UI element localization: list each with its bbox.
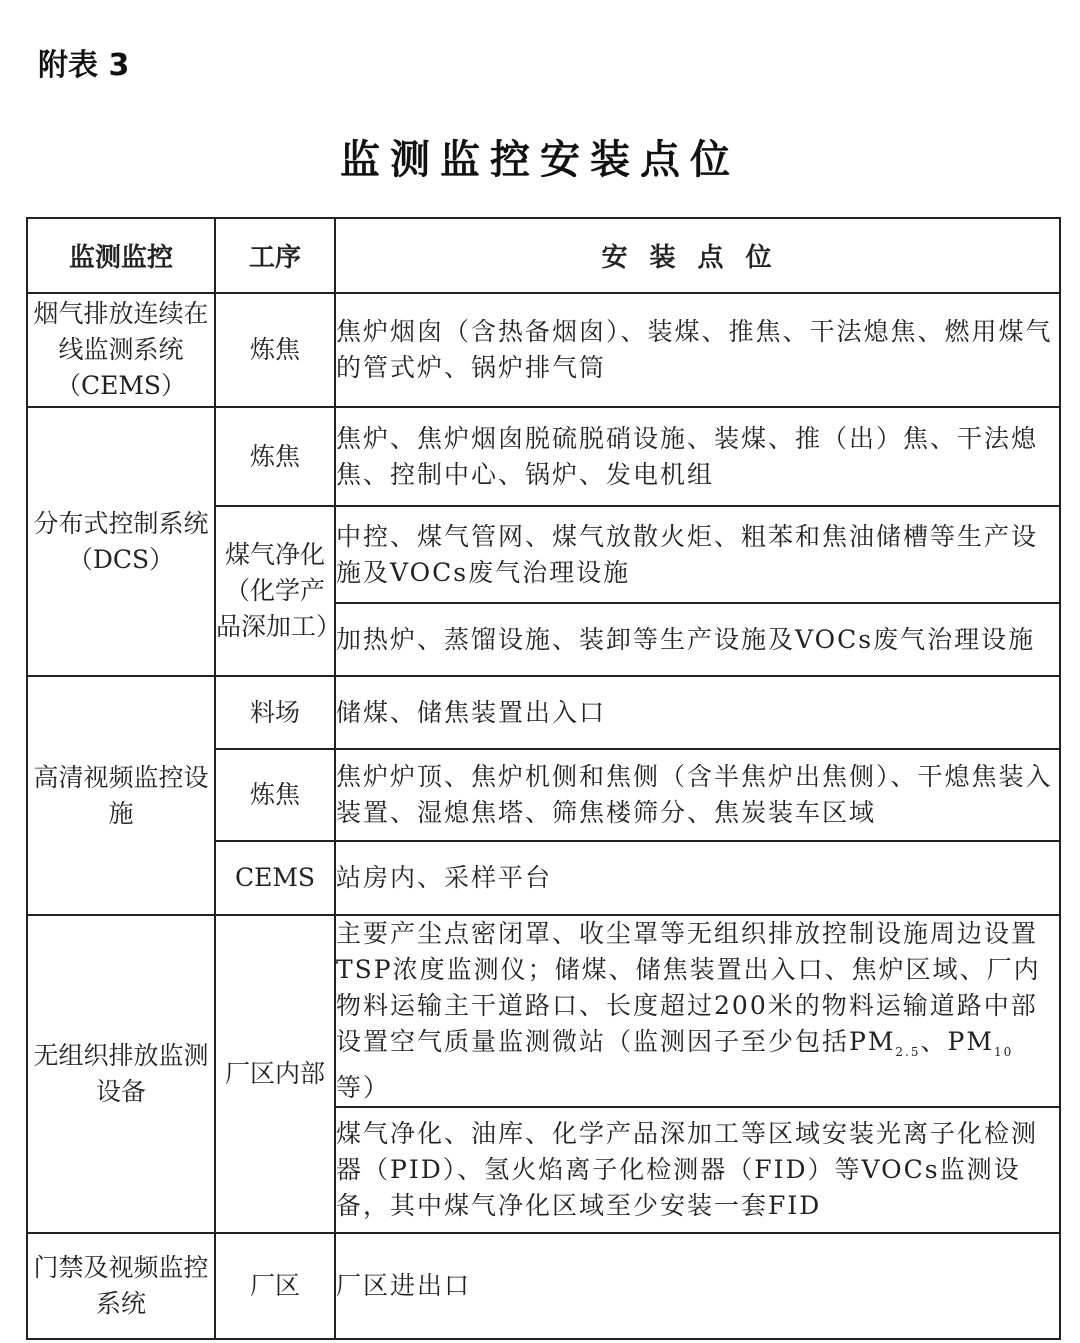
table-row (27, 915, 1060, 1107)
process-cell: CEMS (215, 841, 335, 915)
process-cell: 炼焦 (215, 407, 335, 506)
page-title: 监测监控安装点位 (340, 137, 740, 183)
category-dcs: 分布式控制系统（DCS） (27, 407, 215, 676)
table-row (27, 293, 1060, 407)
annex-label: 附表 3 (38, 48, 130, 83)
process-cell: 炼焦 (215, 293, 335, 407)
location-cell: 加热炉、蒸馏设施、装卸等生产设施及VOCs废气治理设施 (335, 603, 1060, 676)
location-cell: 焦炉炉顶、焦炉机侧和焦侧（含半焦炉出焦侧）、干熄焦装入装置、湿熄焦塔、筛焦楼筛分、焦炭装车区域 (335, 749, 1060, 841)
table-row (27, 407, 1060, 506)
pm25-subscript: 2.5 (895, 1045, 921, 1059)
category-cems: 烟气排放连续在线监测系统（CEMS） (27, 293, 215, 407)
category-fugitive: 无组织排放监测设备 (27, 915, 215, 1233)
header-monitoring: 监测监控 (27, 218, 215, 293)
location-cell (335, 915, 1060, 1107)
process-cell: 炼焦 (215, 749, 335, 841)
process-cell: 厂区 (215, 1233, 335, 1339)
location-cell: 站房内、采样平台 (335, 841, 1060, 915)
category-access: 门禁及视频监控系统 (27, 1233, 215, 1339)
process-cell: 料场 (215, 676, 335, 749)
table-header-row (27, 218, 1060, 293)
location-cell: 焦炉、焦炉烟囱脱硫脱硝设施、装煤、推（出）焦、干法熄焦、控制中心、锅炉、发电机组 (335, 407, 1060, 506)
header-process: 工序 (215, 218, 335, 293)
process-cell: 煤气净化（化学产品深加工） (215, 506, 335, 676)
category-video: 高清视频监控设施 (27, 676, 215, 915)
location-cell: 厂区进出口 (335, 1233, 1060, 1339)
location-cell: 煤气净化、油库、化学产品深加工等区域安装光离子化检测器（PID）、氢火焰离子化检测器（FID）等VOCs监测设备，其中煤气净化区域至少安装一套FID (335, 1107, 1060, 1233)
pm10-subscript: 10 (993, 1045, 1014, 1059)
table-row (27, 676, 1060, 749)
location-cell: 中控、煤气管网、煤气放散火炬、粗苯和焦油储槽等生产设施及VOCs废气治理设施 (335, 506, 1060, 603)
location-cell: 焦炉烟囱（含热备烟囱）、装煤、推焦、干法熄焦、燃用煤气的管式炉、锅炉排气筒 (335, 293, 1060, 407)
table-row (27, 1233, 1060, 1339)
location-text: 主要产尘点密闭罩、收尘罩等无组织排放控制设施周边设置TSP浓度监测仪；储煤、储焦装置出入口、焦炉区域、厂内物料运输主干道路口、长度超过200米的物料运输道路中部设置空气质量监测微站（监测因子至少包括PM (336, 919, 1041, 1056)
location-text: 等） (336, 1073, 391, 1102)
header-location: 安装点位 (335, 218, 1060, 293)
monitoring-table (26, 217, 1061, 1340)
location-cell: 储煤、储焦装置出入口 (335, 676, 1060, 749)
location-text: 、PM (920, 1027, 994, 1056)
process-cell: 厂区内部 (215, 915, 335, 1233)
